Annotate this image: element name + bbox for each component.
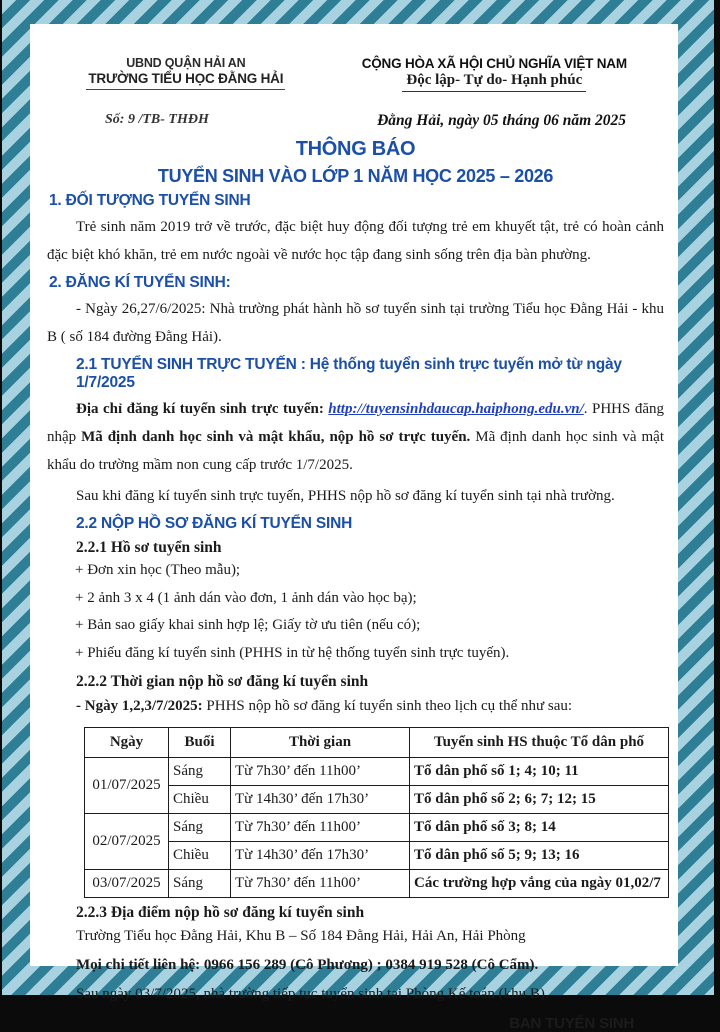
table-row <box>85 758 669 786</box>
doc-subtitle: TUYỂN SINH VÀO LỚP 1 NĂM HỌC 2025 – 2026 <box>157 166 554 186</box>
org-name: TRƯỜNG TIỂU HỌC ĐẰNG HẢI <box>86 70 285 90</box>
online-address-label: Địa chỉ đăng kí tuyển sinh trực tuyến: <box>76 401 329 417</box>
col-header-date: Ngày <box>85 728 169 758</box>
table-row <box>85 786 669 814</box>
cell-group: Tổ dân phố số 1; 4; 10; 11 <box>410 758 669 786</box>
table-row <box>85 870 669 898</box>
col-header-group: Tuyển sinh HS thuộc Tổ dân phố <box>410 728 669 758</box>
section222-heading: 2.2.2 Thời gian nộp hồ sơ đăng kí tuyển sinh <box>76 673 369 690</box>
cell-group: Tổ dân phố số 3; 8; 14 <box>410 814 669 842</box>
doc-number: Số: 9 /TB- THĐH <box>105 112 209 127</box>
table-row <box>85 814 669 842</box>
cell-session: Sáng <box>169 758 231 786</box>
cell-session: Sáng <box>169 870 231 898</box>
section223-heading: 2.2.3 Địa điểm nộp hồ sơ đăng kí tuyển sinh <box>76 904 365 921</box>
letterhead-right <box>325 56 664 92</box>
section1-heading: 1. ĐỐI TƯỢNG TUYỂN SINH <box>49 192 251 209</box>
letterhead <box>47 56 664 92</box>
col-header-session: Buổi <box>169 728 231 758</box>
cell-date: 02/07/2025 <box>85 814 169 870</box>
dossier-item: + Bản sao giấy khai sinh hợp lệ; Giấy tờ ưu tiên (nếu có); <box>75 617 421 633</box>
credentials-bold: Mã định danh học sinh và mật khẩu, nộp hồ sơ trực tuyến. <box>81 429 471 445</box>
signature-block: BAN TUYỂN SINH <box>509 1015 634 1032</box>
cell-group: Tổ dân phố số 2; 6; 7; 12; 15 <box>410 786 669 814</box>
col-header-time: Thời gian <box>231 728 410 758</box>
cell-time: Từ 7h30’ đến 11h00’ <box>231 870 410 898</box>
table-row <box>85 842 669 870</box>
doc-title: THÔNG BÁO <box>295 138 416 160</box>
cell-time: Từ 14h30’ đến 17h30’ <box>231 786 410 814</box>
place-date: Đằng Hải, ngày 05 tháng 06 năm 2025 <box>377 112 626 129</box>
document-page <box>30 24 678 1032</box>
cell-session: Sáng <box>169 814 231 842</box>
cell-group: Tổ dân phố số 5; 9; 13; 16 <box>410 842 669 870</box>
section21-paragraph1 <box>47 395 664 479</box>
enrollment-schedule-table <box>84 727 669 898</box>
cell-time: Từ 14h30’ đến 17h30’ <box>231 842 410 870</box>
cell-group: Các trường hợp vắng của ngày 01,02/7 <box>410 870 669 898</box>
schedule-dates-bold: - Ngày 1,2,3/7/2025: <box>76 698 203 714</box>
section21-paragraph2: Sau khi đăng kí tuyển sinh trực tuyến, PHHS nộp hồ sơ đăng kí tuyển sinh tại nhà trường. <box>76 488 615 504</box>
dossier-item: + Đơn xin học (Theo mẫu); <box>75 562 241 578</box>
late-enrollment-note: Sau ngày 03/7/2025, nhà trường tiếp tục tuyển sinh tại Phòng Kế toán (khu B). <box>76 986 549 1002</box>
cell-date: 01/07/2025 <box>85 758 169 814</box>
section21-heading: 2.1 TUYỂN SINH TRỰC TUYẾN : Hệ thống tuyển sinh trực tuyến mở từ ngày 1/7/2025 <box>76 356 622 391</box>
contact-phones: Mọi chi tiết liên hệ: 0966 156 289 (Cô Phương) ; 0384 919 528 (Cô Cẩm). <box>76 957 539 973</box>
cell-time: Từ 7h30’ đến 11h00’ <box>231 814 410 842</box>
dossier-item: + Phiếu đăng kí tuyển sinh (PHHS in từ hệ thống tuyển sinh trực tuyến). <box>75 644 510 661</box>
cell-time: Từ 7h30’ đến 11h00’ <box>231 758 410 786</box>
doc-meta-row <box>105 112 626 130</box>
table-header-row <box>85 728 669 758</box>
paragraph1-mid: . PHHS đăng nhập <box>47 401 664 445</box>
section221-heading: 2.2.1 Hồ sơ tuyển sinh <box>76 539 222 556</box>
national-motto-line2: Độc lập- Tự do- Hạnh phúc <box>402 72 586 92</box>
section2-issue-note: - Ngày 26,27/6/2025: Nhà trường phát hành hồ sơ tuyển sinh tại trường Tiểu học Đằng Hải - khu B ( số 184 đường Đằng Hải). <box>47 301 664 345</box>
letterhead-left <box>47 56 325 92</box>
schedule-intro <box>76 693 664 720</box>
section1-body: Trẻ sinh năm 2019 trở về trước, đặc biệt huy động đối tượng trẻ em khuyết tật, trẻ có hoàn cảnh đặc biệt khó khăn, trẻ em nước ngoài về nước học tập đang sinh sống trên địa bàn phường. <box>47 219 664 263</box>
paragraph1-tail: Mã định danh học sinh và mật khẩu do trường mầm non cung cấp trước 1/7/2025. <box>47 429 665 473</box>
cell-date: 03/07/2025 <box>85 870 169 898</box>
org-parent: UBND QUẬN HẢI AN <box>126 56 246 70</box>
cell-session: Chiều <box>169 786 231 814</box>
cell-session: Chiều <box>169 842 231 870</box>
school-address: Trường Tiểu học Đằng Hải, Khu B – Số 184 Đằng Hải, Hải An, Hải Phòng <box>76 928 526 944</box>
national-motto-line1: CỘNG HÒA XÃ HỘI CHỦ NGHĨA VIỆT NAM <box>361 56 627 71</box>
enrollment-portal-link[interactable]: http://tuyensinhdaucap.haiphong.edu.vn/ <box>328 401 584 417</box>
section22-heading: 2.2 NỘP HỒ SƠ ĐĂNG KÍ TUYỂN SINH <box>76 515 353 532</box>
schedule-intro-rest: PHHS nộp hồ sơ đăng kí tuyển sinh theo lịch cụ thể như sau: <box>202 698 573 714</box>
dossier-item: + 2 ảnh 3 x 4 (1 ảnh dán vào đơn, 1 ảnh dán vào học bạ); <box>75 589 417 606</box>
section2-heading: 2. ĐĂNG KÍ TUYỂN SINH: <box>49 274 231 291</box>
